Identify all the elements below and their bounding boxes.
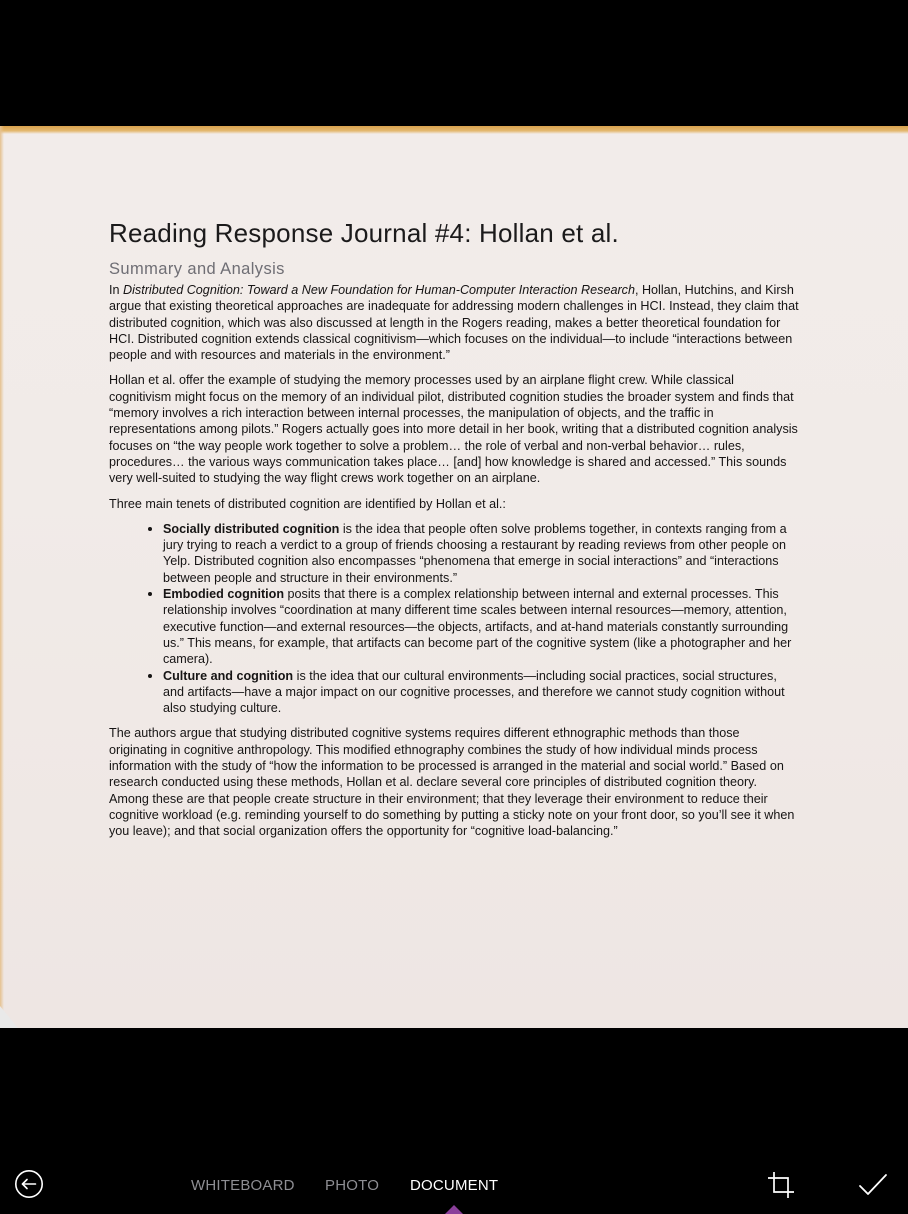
- checkmark-icon: [858, 1172, 888, 1198]
- active-mode-indicator: [445, 1205, 463, 1214]
- tenet-text: posits that there is a complex relationship between internal and external processes. This relationship involves “coordination at many different time scales between internal resources—memory, attention, executive function—and external resources—the objects, artifacts, and at-hand materials constantly surrounding us.” This means, for example, that artifacts can become part of the cognitive system (like a photographer and her camera).: [163, 587, 792, 667]
- mode-photo-tab[interactable]: PHOTO: [325, 1177, 380, 1194]
- list-item: [163, 668, 799, 717]
- tenet-term: Socially distributed cognition: [163, 521, 340, 536]
- paragraph-3: Three main tenets of distributed cognition are identified by Hollan et al.:: [109, 496, 506, 511]
- photo-corner: [0, 1006, 18, 1028]
- confirm-button[interactable]: [858, 1172, 888, 1198]
- section-heading: Summary and Analysis: [109, 260, 285, 278]
- back-button[interactable]: [14, 1169, 44, 1199]
- back-arrow-circle-icon: [14, 1169, 44, 1199]
- list-item: [163, 586, 799, 667]
- book-title: Distributed Cognition: Toward a New Foundation for Human-Computer Interaction Research: [123, 283, 635, 297]
- paper-left-edge: [0, 126, 4, 1028]
- paragraph-4: The authors argue that studying distributed cognitive systems requires different ethnographic methods than those originating in cognitive anthropology. This modified ethnography combines the study of how individual minds process information with the study of “how the information to be processed is arranged in the material and social world.” Based on research conducted using these methods, Hollan et al. declare several core principles of distributed cognition theory. Among these are that people create structure in their environment; that they leverage their environment to reduce their cognitive workload (e.g. reminding yourself to do something by putting a sticky note on your front door, so you’ll see it when you leave); and that social organization offers the opportunity for “cognitive load-balancing.”: [109, 726, 795, 839]
- captured-document-photo: [0, 126, 908, 1028]
- tenet-term: Embodied cognition: [163, 587, 285, 602]
- paragraph-1: [109, 282, 799, 363]
- document-title: Reading Response Journal #4: Hollan et al.: [109, 218, 619, 248]
- document-page: [109, 216, 799, 849]
- crop-icon: [766, 1170, 796, 1200]
- tenet-term: Culture and cognition: [163, 668, 294, 683]
- mode-document-tab[interactable]: DOCUMENT: [410, 1177, 499, 1194]
- paragraph-2: Hollan et al. offer the example of studying the memory processes used by an airplane flight crew. While classical cognitivism might focus on the memory of an individual pilot, distributed cognition studies the broader system and finds that “memory involves a rich interaction between internal processes, the manipulation of objects, and the traffic in representations among pilots.” Rogers actually goes into more detail in her book, writing that a distributed cognition analysis focuses on “the way people work together to solve a problem… the role of verbal and non-verbal behavior… rules, procedures… the various ways communication takes place… [and] how knowledge is shared and accessed.” This sounds very well-suited to studying the way flight crews work together on an airplane.: [109, 373, 798, 486]
- list-item: [163, 521, 799, 586]
- top-black-bar: [0, 0, 908, 126]
- paper-top-edge: [0, 126, 908, 134]
- tenets-list: [109, 521, 799, 717]
- tenet-text: is the idea that our cultural environments—including social practices, social structures, and artifacts—have a major impact on our cognitive processes, and therefore we cannot study cognition without also studying culture.: [163, 668, 785, 716]
- capture-mode-toolbar: [0, 1150, 908, 1214]
- crop-button[interactable]: [766, 1170, 796, 1200]
- paragraph-1-intro: In: [109, 283, 124, 297]
- mode-whiteboard-tab[interactable]: WHITEBOARD: [191, 1177, 295, 1194]
- tenet-text: is the idea that people often solve problems together, in contexts ranging from a jury trying to reach a verdict to a group of friends choosing a restaurant by reading reviews from other people on Yelp. Distributed cognition also encompasses “phenomena that emerge in social interactions” and “interactions between people and structure in their environments.”: [163, 521, 787, 585]
- paragraph-1-rest: , Hollan, Hutchins, and Kirsh argue that existing theoretical approaches are inadequate for addressing modern challenges in HCI. Instead, they claim that distributed cognition, which was also discussed at length in the Rogers reading, makes a better theoretical foundation for HCI. Distributed cognition extends classical cognitivism—which focuses on the individual—to include “interactions between people and with resources and materials in the environment.”: [109, 283, 799, 363]
